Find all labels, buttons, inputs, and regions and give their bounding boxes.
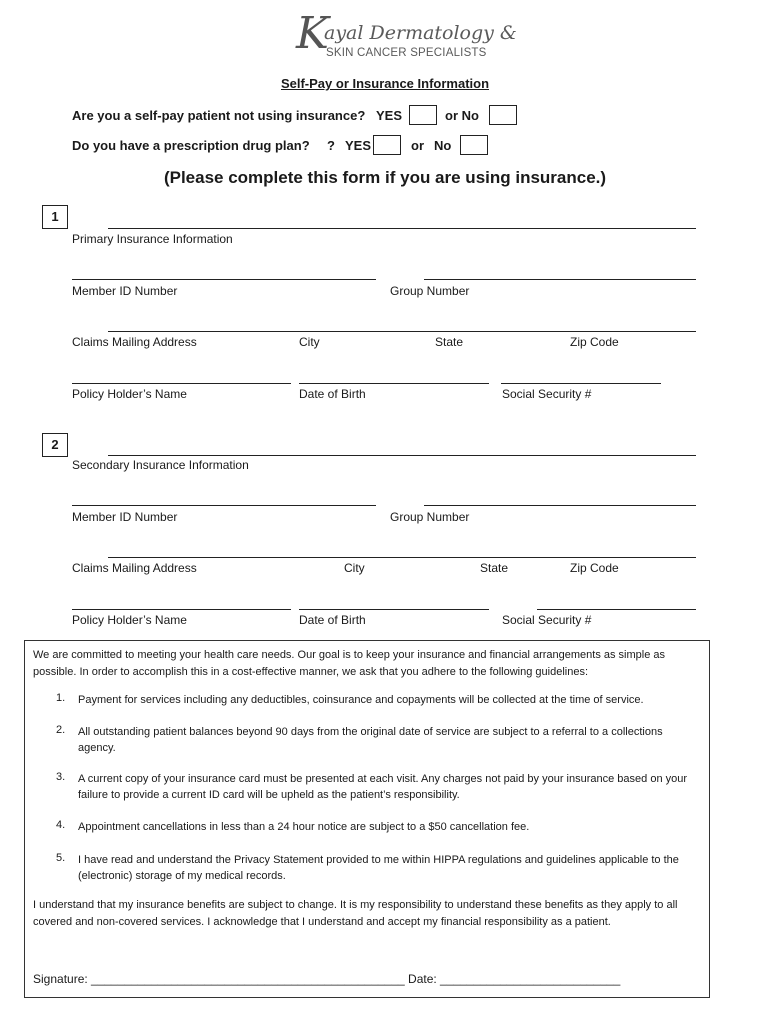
secondary-group-number-label: Group Number [390, 510, 470, 524]
policy-acknowledgement: I understand that my insurance benefits are subject to change. It is my responsibility to understand these benefits as they apply to all covered and non-covered services. I acknowledge that I understand and accept my financial responsibility as a patient. [33, 899, 678, 928]
policy-item-text: All outstanding patient balances beyond 90 days from the original date of service are subject to a referral to a collections agency. [78, 726, 663, 754]
primary-insurance-name-line[interactable] [108, 228, 696, 229]
secondary-holder-name-label: Policy Holder’s Name [72, 613, 187, 627]
signature-date-line[interactable]: Signature: _______________________________________________ Date: ___________________________ [33, 972, 621, 986]
financial-policy-box [24, 640, 710, 998]
policy-item-number: 1. [56, 692, 66, 704]
policy-item-text: Payment for services including any deductibles, coinsurance and copayments will be collected at the time of service. [78, 694, 644, 706]
insurance-instruction: (Please complete this form if you are using insurance.) [163, 168, 607, 187]
drug-plan-no-label: No [434, 138, 452, 153]
primary-zip-label: Zip Code [570, 335, 619, 349]
drug-plan-question-mark: ? [327, 138, 335, 153]
primary-member-id-line[interactable] [72, 279, 376, 280]
secondary-city-label: City [344, 561, 365, 575]
secondary-insurance-heading: Secondary Insurance Information [72, 458, 249, 472]
primary-state-label: State [435, 335, 464, 349]
self-pay-question: Are you a self-pay patient not using insurance? [72, 108, 366, 123]
primary-holder-name-label: Policy Holder’s Name [72, 387, 187, 401]
drug-plan-no-checkbox[interactable] [460, 135, 488, 155]
primary-insurance-heading: Primary Insurance Information [72, 232, 233, 246]
secondary-dob-label: Date of Birth [299, 613, 366, 627]
policy-item-number: 2. [56, 724, 66, 736]
primary-ssn-label: Social Security # [502, 387, 592, 401]
policy-intro: We are committed to meeting your health care needs. Our goal is to keep your insurance and financial arrangements as simple as possible. In order to accomplish this in a cost-effective manner, we ask that you adhere to the following guidelines: [33, 649, 666, 678]
primary-claims-address-line[interactable] [108, 331, 696, 332]
section-number-primary: 1 [42, 205, 68, 229]
logo-initial: K [296, 8, 329, 59]
self-pay-yes-checkbox[interactable] [409, 105, 437, 125]
secondary-zip-label: Zip Code [570, 561, 619, 575]
primary-member-id-label: Member ID Number [72, 284, 178, 298]
primary-ssn-line[interactable] [501, 383, 661, 384]
primary-claims-address-label: Claims Mailing Address [72, 335, 197, 349]
secondary-insurance-name-line[interactable] [108, 455, 696, 456]
logo-tagline: SKIN CANCER SPECIALISTS [326, 47, 487, 59]
policy-item-text: Appointment cancellations in less than a 24 hour notice are subject to a $50 cancellation fee. [78, 821, 530, 833]
self-pay-no-label: or No [445, 108, 479, 123]
policy-item-text: A current copy of your insurance card must be presented at each visit. Any charges not paid by your insurance based on your failure to provide a current ID card will be upheld as the patient’s responsibility. [78, 773, 688, 801]
self-pay-no-checkbox[interactable] [489, 105, 517, 125]
policy-item-text: I have read and understand the Privacy Statement provided to me within HIPPA regulations and guidelines applicable to the (electronic) storage of my medical records. [78, 854, 679, 882]
primary-holder-name-line[interactable] [72, 383, 291, 384]
secondary-dob-line[interactable] [299, 609, 489, 610]
primary-city-label: City [299, 335, 320, 349]
drug-plan-question: Do you have a prescription drug plan? [72, 138, 310, 153]
secondary-state-label: State [480, 561, 509, 575]
section-number-secondary: 2 [42, 433, 68, 457]
drug-plan-or-label: or [411, 138, 424, 153]
policy-item-number: 4. [56, 819, 66, 831]
primary-group-number-line[interactable] [424, 279, 696, 280]
drug-plan-yes-label: YES [345, 138, 372, 153]
form-title: Self-Pay or Insurance Information [280, 76, 490, 91]
secondary-ssn-label: Social Security # [502, 613, 592, 627]
secondary-member-id-label: Member ID Number [72, 510, 178, 524]
logo-name: ayal Dermatology & [324, 22, 517, 44]
primary-dob-label: Date of Birth [299, 387, 366, 401]
clinic-logo [296, 8, 517, 66]
primary-dob-line[interactable] [299, 383, 489, 384]
drug-plan-yes-checkbox[interactable] [373, 135, 401, 155]
secondary-claims-address-label: Claims Mailing Address [72, 561, 197, 575]
secondary-member-id-line[interactable] [72, 505, 376, 506]
policy-item-number: 3. [56, 771, 66, 783]
secondary-ssn-line[interactable] [537, 609, 696, 610]
primary-group-number-label: Group Number [390, 284, 470, 298]
self-pay-yes-label: YES [376, 108, 403, 123]
secondary-holder-name-line[interactable] [72, 609, 291, 610]
policy-item-number: 5. [56, 852, 66, 864]
secondary-group-number-line[interactable] [424, 505, 696, 506]
secondary-claims-address-line[interactable] [108, 557, 696, 558]
